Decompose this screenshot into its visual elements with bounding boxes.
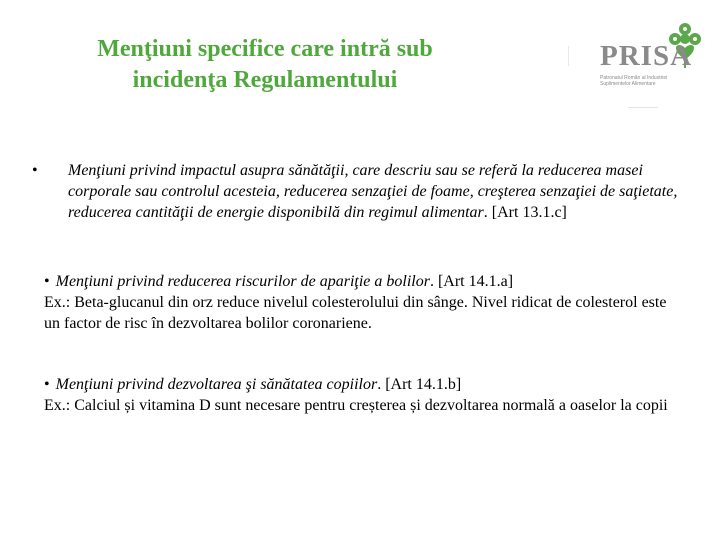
bullet-icon: • (44, 273, 50, 290)
claim-separator: . (483, 204, 492, 221)
article-reference: [Art 14.1.b] (385, 376, 462, 393)
article-reference: [Art 13.1.c] (491, 204, 567, 221)
claim-text: Menţiuni privind dezvoltarea şi sănătatea copiilor (55, 376, 378, 393)
logo-tagline: Patronatul Român al Industriei Suplimentelor Alimentare (600, 75, 668, 87)
list-item (44, 271, 684, 334)
list-item-body (68, 160, 692, 223)
article-reference: [Art 14.1.a] (437, 273, 514, 290)
prisa-logo (572, 20, 712, 110)
bullet-icon: • (32, 162, 38, 179)
example-text: Ex.: Calciul și vitamina D sunt necesare pentru creșterea și dezvoltarea normală a oaselor la copii (44, 397, 668, 414)
list-item (44, 374, 684, 416)
logo-wordmark: PRISA (600, 40, 693, 72)
slide-title (40, 34, 490, 96)
slide-title-line2: incidenţa Regulamentului (132, 67, 398, 93)
example-text: Ex.: Beta-glucanul din orz reduce nivelul colesterolului din sânge. Nivel ridicat de colesterol este un factor de risc în dezvoltarea bolilor coronariene. (44, 294, 667, 332)
logo-underline (628, 107, 658, 108)
slide-title-line1: Menţiuni specifice care intră sub (97, 36, 433, 62)
list-item (32, 160, 692, 223)
claim-text: Menţiuni privind reducerea riscurilor de apariţie a bolilor (55, 273, 430, 290)
claim-separator: . (429, 273, 438, 290)
logo-divider (568, 46, 569, 66)
bullet-icon: • (44, 376, 50, 393)
claim-separator: . (377, 376, 386, 393)
claim-text: Menţiuni privind impactul asupra sănătăţii, care descriu sau se referă la reducerea masei corporale sau controlul acesteia, reducerea senzaţiei de foame, creşterea senzaţiei de saţietate, reducerea cantităţii de energie disponibilă din regimul alimentar (68, 162, 678, 221)
list-item-heading (44, 271, 684, 292)
list-item-heading (44, 374, 684, 395)
